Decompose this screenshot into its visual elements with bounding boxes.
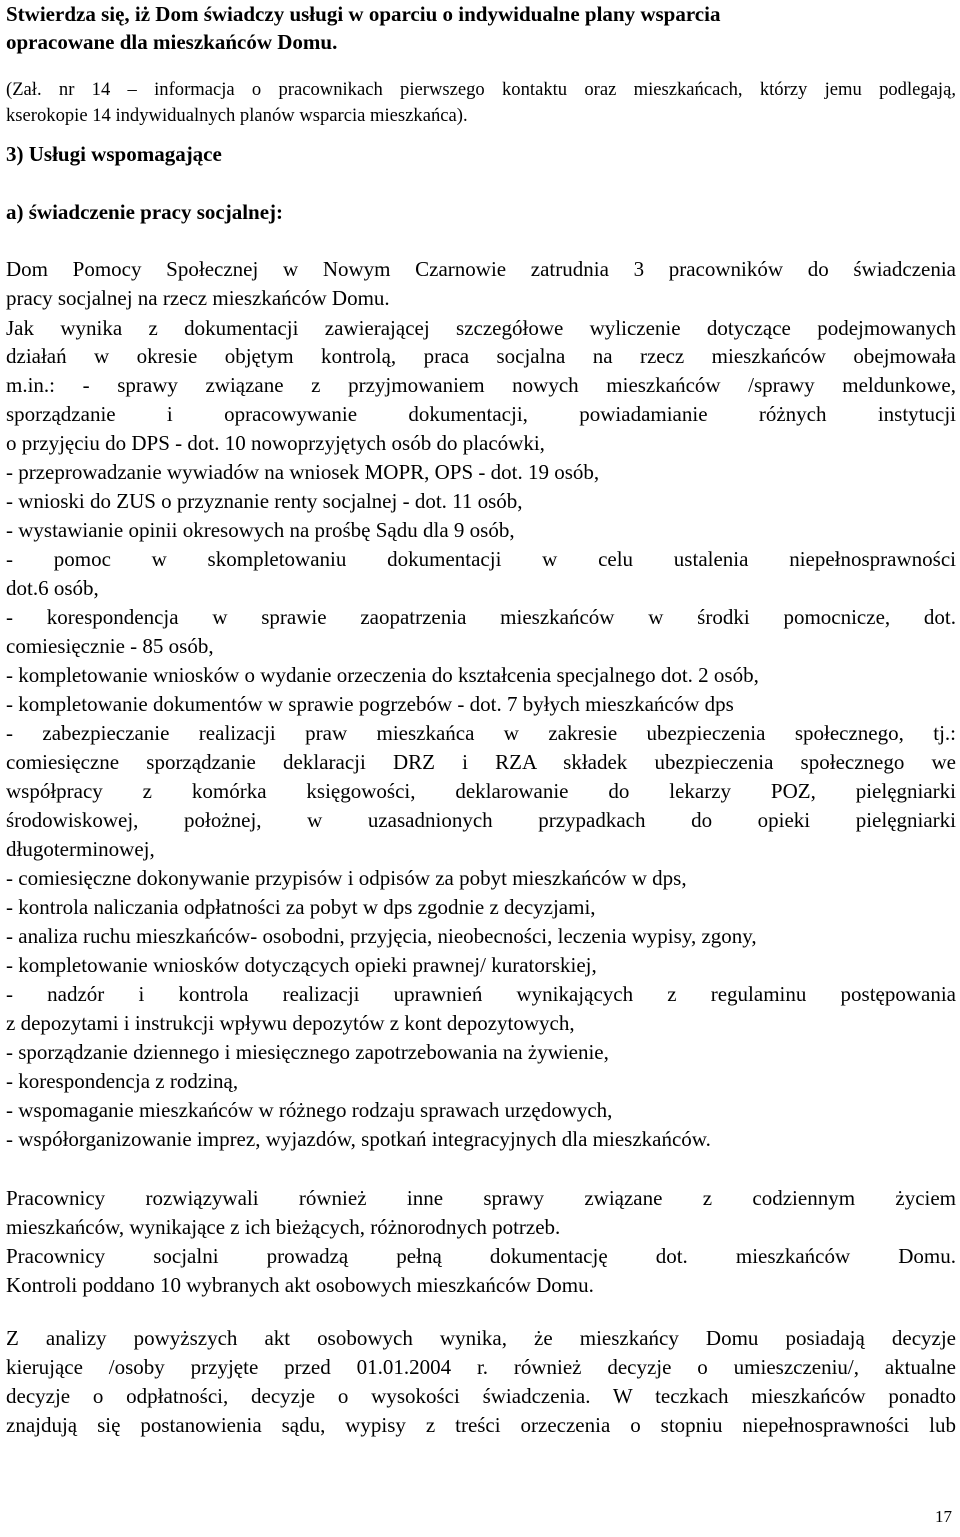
final-line: Z analizy powyższych akt osobowych wynika, że mieszkańcy Domu posiadają decyzje [6,1326,956,1350]
body-line: długoterminowej, [6,837,155,861]
body-line: środowiskowej, położnej, w uzasadnionych przypadkach do opieki pielęgniarki [6,808,956,832]
final-line: decyzje o odpłatności, decyzje o wysokości świadczenia. W teczkach mieszkańców ponadto [6,1384,956,1408]
header-line-2: opracowane dla mieszkańców Domu. [6,30,338,54]
page-number: 17 [935,1507,952,1526]
body-line: - korespondencja z rodziną, [6,1069,239,1093]
body-line: - sporządzanie dziennego i miesięcznego zapotrzebowania na żywienie, [6,1040,609,1064]
body-line: z depozytami i instrukcji wpływu depozytów z kont depozytowych, [6,1011,575,1035]
body-line: - wspomaganie mieszkańców w różnego rodzaju sprawach urzędowych, [6,1098,613,1122]
body-line: o przyjęciu do DPS - dot. 10 nowoprzyjętych osób do placówki, [6,431,545,455]
section-title: 3) Usługi wspomagające [6,142,222,166]
closing-line: Pracownicy rozwiązywali również inne sprawy związane z codziennym życiem [6,1186,956,1210]
body-line: - kompletowanie dokumentów w sprawie pogrzebów - dot. 7 byłych mieszkańców dps [6,692,734,716]
body-line: dot.6 osób, [6,576,99,600]
section-subtitle: a) świadczenie pracy socjalnej: [6,200,284,224]
body-line: współpracy z komórka księgowości, deklarowanie do lekarzy POZ, pielęgniarki [6,779,956,803]
body-line: comiesięcznie - 85 osób, [6,634,214,658]
body-line: pracy socjalnej na rzecz mieszkańców Domu. [6,286,390,310]
body-line: - zabezpieczanie realizacji praw mieszkańca w zakresie ubezpieczenia społecznego, tj.: [6,721,956,745]
body-line: - kompletowanie wniosków o wydanie orzeczenia do kształcenia specjalnego dot. 2 osób, [6,663,759,687]
closing-line: mieszkańców, wynikające z ich bieżących, różnorodnych potrzeb. [6,1215,561,1239]
body-line: - analiza ruchu mieszkańców- osobodni, przyjęcia, nieobecności, leczenia wypisy, zgony, [6,924,757,948]
body-line: działań w okresie objętym kontrolą, praca socjalna na rzecz mieszkańców obejmowała [6,344,956,368]
body-line: - comiesięczne dokonywanie przypisów i odpisów za pobyt mieszkańców w dps, [6,866,687,890]
body-line: sporządzanie i opracowywanie dokumentacji, powiadamianie różnych instytucji [6,402,956,426]
body-line: - korespondencja w sprawie zaopatrzenia mieszkańców w środki pomocnicze, dot. [6,605,956,629]
body-line: Jak wynika z dokumentacji zawierającej szczegółowe wyliczenie dotyczące podejmowanych [6,316,956,340]
body-line: - nadzór i kontrola realizacji uprawnień wynikających z regulaminu postępowania [6,982,956,1006]
body-line: - współorganizowanie imprez, wyjazdów, spotkań integracyjnych dla mieszkańców. [6,1127,711,1151]
note-line-1: (Zał. nr 14 – informacja o pracownikach pierwszego kontaktu oraz mieszkańcach, którzy jemu podlegają, [6,79,956,100]
body-line: Dom Pomocy Społecznej w Nowym Czarnowie zatrudnia 3 pracowników do świadczenia [6,257,956,281]
body-line: - kompletowanie wniosków dotyczących opieki prawnej/ kuratorskiej, [6,953,597,977]
final-line: kierujące /osoby przyjęte przed 01.01.2004 r. również decyzje o umieszczeniu/, aktualne [6,1355,956,1379]
body-line: - kontrola naliczania odpłatności za pobyt w dps zgodnie z decyzjami, [6,895,596,919]
header-line-1: Stwierdza się, iż Dom świadczy usługi w oparciu o indywidualne plany wsparcia [6,2,721,26]
body-line: comiesięczne sporządzanie deklaracji DRZ i RZA składek ubezpieczenia społecznego we [6,750,956,774]
closing-line: Pracownicy socjalni prowadzą pełną dokumentację dot. mieszkańców Domu. [6,1244,956,1268]
body-line: - wystawianie opinii okresowych na prośbę Sądu dla 9 osób, [6,518,515,542]
note-line-2: kserokopie 14 indywidualnych planów wsparcia mieszkańca). [6,105,468,126]
body-line: m.in.: - sprawy związane z przyjmowaniem nowych mieszkańców /sprawy meldunkowe, [6,373,956,397]
body-line: - pomoc w skompletowaniu dokumentacji w celu ustalenia niepełnosprawności [6,547,956,571]
body-line: - przeprowadzanie wywiadów na wniosek MOPR, OPS - dot. 19 osób, [6,460,600,484]
final-line: znajdują się postanowienia sądu, wypisy z treści orzeczenia o stopniu niepełnosprawności lub [6,1413,956,1437]
closing-line: Kontroli poddano 10 wybranych akt osobowych mieszkańców Domu. [6,1273,594,1297]
body-line: - wnioski do ZUS o przyznanie renty socjalnej - dot. 11 osób, [6,489,523,513]
